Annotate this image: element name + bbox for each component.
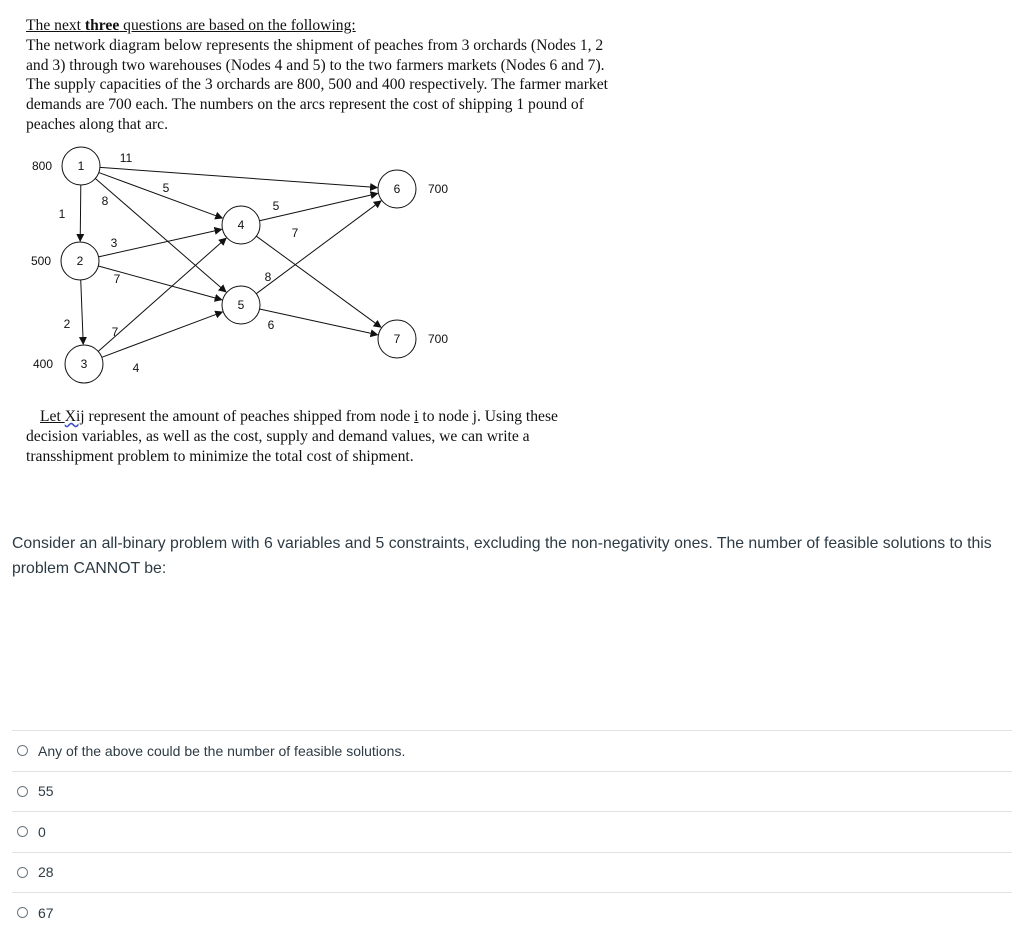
supply-label: 800 — [31, 159, 53, 173]
arc-cost-label: 8 — [101, 194, 109, 208]
radio-button[interactable] — [17, 826, 28, 837]
radio-button[interactable] — [17, 786, 28, 797]
answer-option[interactable] — [12, 811, 1012, 852]
arc-3-5 — [102, 312, 222, 357]
letx-line: decision variables, as well as the cost, supply and demand values, we can write a — [26, 427, 530, 445]
node-id-label: 6 — [393, 182, 401, 196]
node-6 — [378, 170, 448, 208]
arc-1-4 — [99, 173, 222, 219]
arc-4-7 — [256, 236, 381, 327]
letx-line: transshipment problem to minimize the total cost of shipment. — [26, 447, 414, 465]
node-id-label: 2 — [76, 254, 84, 268]
question-text: Consider an all-binary problem with 6 variables and 5 constraints, excluding the non-negativity ones. The number of feasible solutions to this problem CANNOT be: — [12, 535, 992, 577]
option-label: 55 — [38, 783, 54, 800]
preamble-line: The supply capacities of the 3 orchards are 800, 500 and 400 respectively. The farmer market — [26, 76, 608, 94]
arc-cost-label: 5 — [272, 199, 280, 213]
node-id-label: 7 — [393, 332, 401, 346]
arc-cost-label: 4 — [132, 361, 140, 375]
preamble-line: and 3) through two warehouses (Nodes 4 and 5) to the two farmers markets (Nodes 6 and 7). — [26, 56, 605, 74]
arc-5-6 — [256, 201, 381, 294]
arc-cost-label: 3 — [110, 236, 118, 250]
arc-cost-label: 7 — [111, 325, 119, 339]
demand-label: 700 — [427, 332, 449, 346]
option-label: Any of the above could be the number of feasible solutions. — [38, 742, 406, 759]
node-3 — [33, 345, 103, 383]
answer-option[interactable] — [12, 730, 1012, 771]
problem-preamble — [26, 16, 686, 135]
preamble-line: demands are 700 each. The numbers on the arcs represent the cost of shipping 1 pound of — [26, 96, 584, 114]
arc-1-6 — [100, 167, 377, 187]
demand-label: 700 — [427, 182, 449, 196]
arc-cost-label: 5 — [162, 181, 170, 195]
arc-1-2 — [80, 185, 81, 241]
answer-option[interactable] — [12, 771, 1012, 812]
preamble-line: The network diagram below represents the shipment of peaches from 3 orchards (Nodes 1, 2 — [26, 36, 604, 54]
supply-label: 400 — [32, 357, 54, 371]
node-1 — [32, 147, 100, 185]
arc-cost-label: 2 — [63, 317, 71, 331]
node-id-label: 5 — [237, 298, 245, 312]
arc-cost-label: 7 — [291, 226, 299, 240]
preamble-line: peaches along that arc. — [26, 115, 169, 133]
supply-label: 500 — [30, 254, 52, 268]
option-label: 67 — [38, 904, 54, 921]
node-2 — [31, 242, 99, 280]
node-5 — [222, 286, 260, 324]
node-id-label: 3 — [80, 357, 88, 371]
node-7 — [378, 320, 448, 358]
node-id-label: 4 — [237, 218, 245, 232]
network-diagram — [0, 140, 520, 385]
answer-options — [12, 730, 1012, 933]
arc-5-7 — [260, 309, 378, 335]
arc-cost-label: 8 — [264, 270, 272, 284]
arc-cost-label: 7 — [113, 272, 121, 286]
arc-cost-label: 6 — [267, 318, 275, 332]
variable-definition — [26, 407, 666, 466]
node-id-label: 1 — [77, 159, 85, 173]
option-label: 0 — [38, 823, 46, 840]
radio-button[interactable] — [17, 907, 28, 918]
answer-option[interactable] — [12, 852, 1012, 893]
arc-cost-label: 1 — [58, 207, 66, 221]
node-4 — [222, 206, 260, 244]
arc-2-3 — [81, 280, 83, 344]
option-label: 28 — [38, 864, 54, 881]
preamble-heading: The next three questions are based on the following: — [26, 17, 356, 34]
answer-option[interactable] — [12, 892, 1012, 933]
arc-cost-label: 11 — [119, 151, 133, 165]
letx-line: Let Xij represent the amount of peaches shipped from node i to node j. Using these — [40, 408, 558, 425]
radio-button[interactable] — [17, 867, 28, 878]
radio-button[interactable] — [17, 745, 28, 756]
